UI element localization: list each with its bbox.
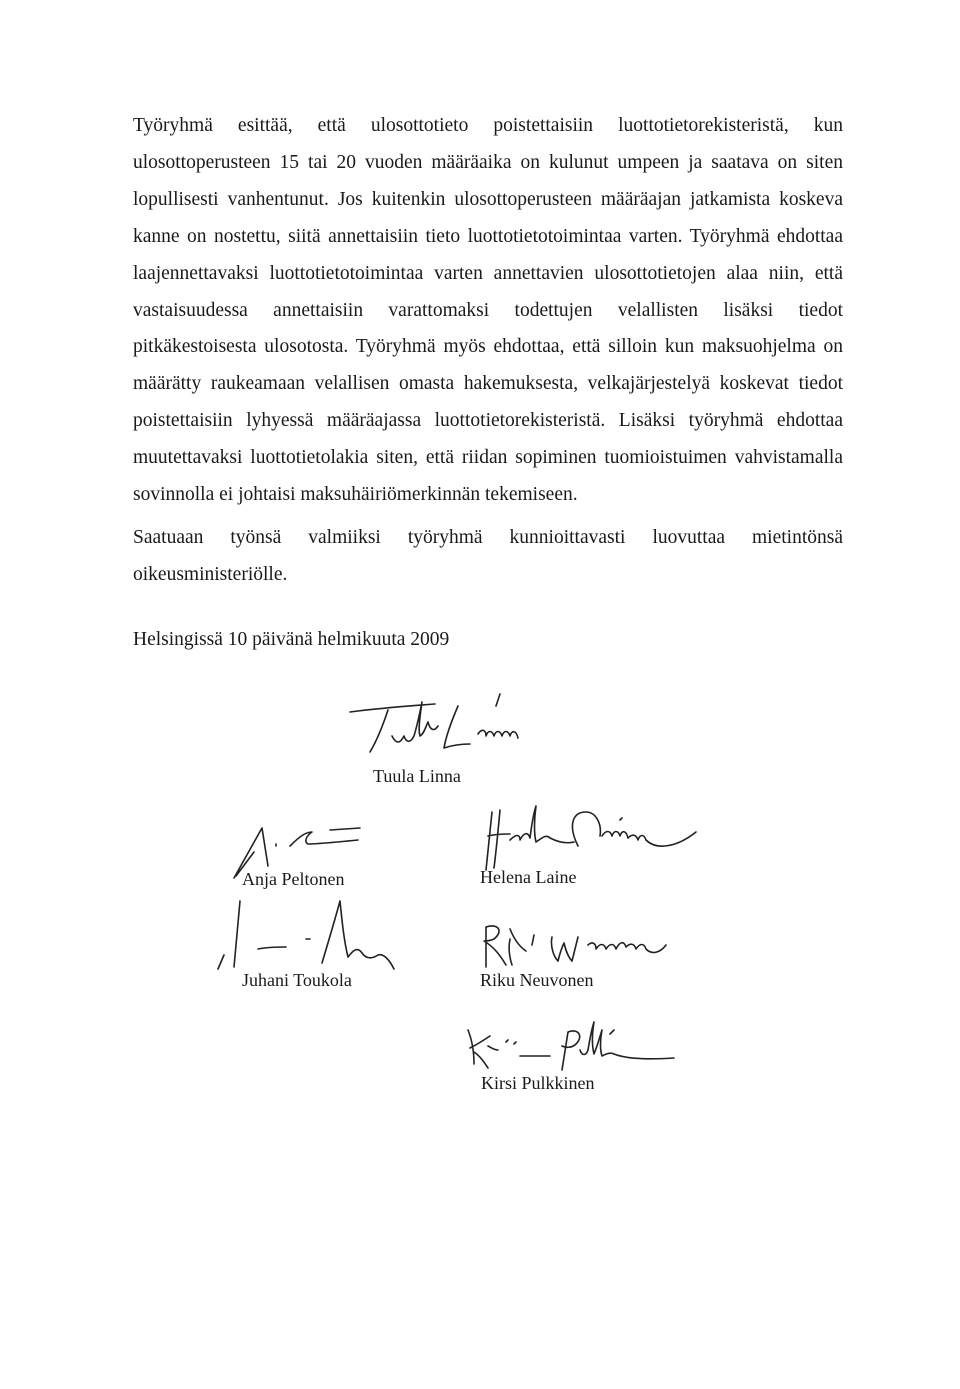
body-paragraph-2: Saatuaan työnsä valmiiksi työryhmä kunnioittavasti luovuttaa mietintönsä oikeusministeriölle.: [133, 527, 843, 585]
signature-block-anja-peltonen: [220, 810, 420, 895]
signatory-name: Tuula Linna: [373, 766, 461, 786]
signature-juhani-toukola: [210, 895, 430, 975]
signatory-name: Kirsi Pulkkinen: [481, 1073, 595, 1093]
place-date-line: Helsingissä 10 päivänä helmikuuta 2009: [133, 629, 450, 650]
signatory-name: Anja Peltonen: [242, 869, 345, 889]
signatory-name: Juhani Toukola: [242, 970, 352, 990]
signature-tuula-linna: [340, 690, 580, 760]
signatory-name: Helena Laine: [480, 867, 577, 887]
signature-block-kirsi-pulkkinen: [450, 1020, 720, 1100]
signature-block-tuula-linna: [340, 690, 580, 790]
signature-riku-neuvonen: [470, 915, 730, 975]
body-paragraph-1: Työryhmä esittää, että ulosottotieto poistettaisiin luottotietorekisteristä, kun ulosottoperusteen 15 tai 20 vuoden määräaika on kulunut umpeen ja saatava on siten lopullisesti vanhentunut. Jos kuitenkin ulosottoperusteen määräajan jatkamista koskeva kanne on nostettu, siitä annettaisiin tieto luottotietotoimintaa varten. Työryhmä ehdottaa laajennettavaksi luottotietotoimintaa varten annettavien ulosottotietojen alaa niin, että vastaisuudessa annettaisiin varattomaksi todettujen velallisten lisäksi tiedot pitkäkestoisesta ulosotosta. Työryhmä myös ehdottaa, että silloin kun maksuohjelma on määrätty raukeamaan velallisen omasta hakemuksesta, velkajärjestelyä koskevat tiedot poistettaisiin lyhyessä määräajassa luottotietorekisteristä. Lisäksi työryhmä ehdottaa muutettavaksi luottotietolakia siten, että riidan sopiminen tuomioistuimen vahvistamalla sovinnolla ei johtaisi maksuhäiriömerkinnän tekemiseen.: [133, 115, 843, 506]
signature-kirsi-pulkkinen: [450, 1020, 720, 1080]
signature-block-riku-neuvonen: [470, 915, 730, 995]
signature-block-juhani-toukola: [210, 895, 430, 995]
signatory-name: Riku Neuvonen: [480, 970, 594, 990]
signature-block-helena-laine: [470, 800, 730, 895]
